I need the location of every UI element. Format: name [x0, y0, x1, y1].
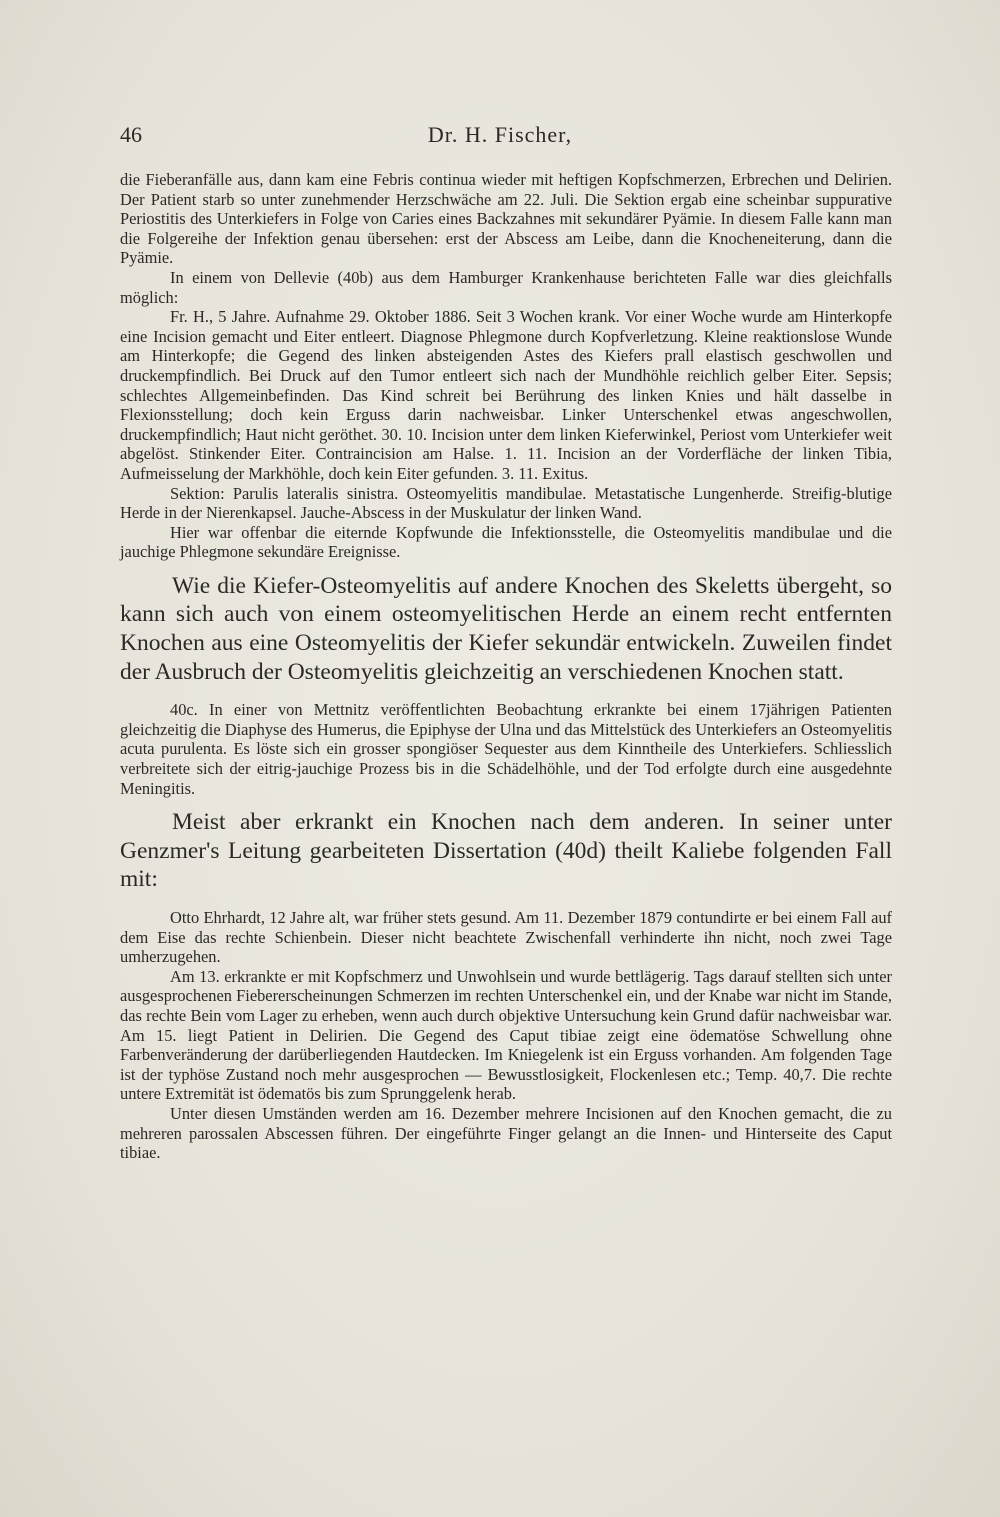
paragraph-main-text-2: Meist aber erkrankt ein Knochen nach dem anderen. In seiner unter Genzmer's Leitung gearbeiteten Dissertation (40d) theilt Kaliebe folgenden Fall mit: — [120, 809, 892, 893]
paragraph-sektion: Sektion: Parulis lateralis sinistra. Osteomyelitis mandibulae. Metastatische Lungenherde. Streifig-blutige Herde in der Nierenkapsel. Jauche-Abscess in der Muskulatur der linken Wand. — [120, 483, 892, 523]
paragraph-case-ehrhardt-incisions: Unter diesen Umständen werden am 16. Dezember mehrere Incisionen auf den Knochen gemacht, die zu mehreren parossalen Abscessen führen. Der eingeführte Finger gelangt an die Innen- und Hinterseite des Caput tibiae. — [120, 1103, 892, 1163]
paragraph-conclusion: Hier war offenbar die eiternde Kopfwunde die Infektionsstelle, die Osteomyelitis mandibulae und die jauchige Phlegmone sekundäre Ereignisse. — [120, 522, 892, 562]
running-title: Dr. H. Fischer, — [427, 122, 573, 147]
paragraph-case-40c: 40c. In einer von Mettnitz veröffentlichten Beobachtung erkrankte bei einem 17jährigen Patienten gleichzeitig die Diaphyse des Humerus, die Epiphyse der Ulna und das Mittelstück des Unterkiefers an Osteomyelitis acuta purulenta. Es löste sich ein grosser spongiöser Sequester aus dem Kinntheile des Unterkiefers. Schliesslich verbreitete sich der eitrig-jauchige Prozess bis in die Schädelhöhle, und der Tod erfolgte durch eine ausgedehnte Meningitis. — [120, 700, 892, 798]
page-number: 46 — [120, 122, 142, 147]
paragraph-case-continuation: die Fieberanfälle aus, dann kam eine Febris continua wieder mit heftigen Kopfschmerzen, Erbrechen und Delirien. Der Patient starb so unter zunehmender Herzschwäche am 22. Juli. Die Sektion ergab eine scheinbar suppurative Periostitis des Unterkiefers in Folge von Caries eines Backzahnes mit sekundärer Pyämie. In diesem Falle kann man die Folgereihe der Infektion genau übersehen: erst der Abscess am Leibe, dann die Knocheneiterung, dann die Pyämie. — [120, 170, 892, 268]
page-header — [120, 122, 880, 156]
paragraph-dellevie-intro: In einem von Dellevie (40b) aus dem Hamburger Krankenhause berichteten Falle war dies gleichfalls möglich: — [120, 267, 892, 307]
paragraph-case-fr-h: Fr. H., 5 Jahre. Aufnahme 29. Oktober 1886. Seit 3 Wochen krank. Vor einer Woche wurde am Hinterkopfe eine Incision gemacht und Eiter entleert. Diagnose Phlegmone durch Kopfverletzung. Kleine reaktionslose Wunde am Hinterkopfe; die Gegend des linken absteigenden Astes des Kiefers prall elastisch geschwollen und druckempfindlich. Bei Druck auf den Tumor entleert sich nach der Mundhöhle reichlich gelber Eiter. Sepsis; schlechtes Allgemeinbefinden. Das Kind schreit bei Berührung des linken Knies und hält dasselbe in Flexionsstellung; doch kein Erguss darin nachweisbar. Linker Unterschenkel etwas angeschwollen, druckempfindlich; Haut nicht geröthet. 30. 10. Incision unter dem linken Kieferwinkel, Periost vom Unterkiefer weit abgelöst. Stinkender Eiter. Contraincision am Halse. 1. 11. Incision an der Vorderfläche der linken Tibia, Aufmeisselung der Markhöhle, doch kein Eiter gefunden. 3. 11. Exitus. — [120, 307, 892, 483]
page-body — [120, 170, 892, 1163]
paragraph-main-text-1: Wie die Kiefer-Osteomyelitis auf andere Knochen des Skeletts übergeht, so kann sich auch von einem osteomyelitischen Herde an einem recht entfernten Knochen aus eine Osteomyelitis der Kiefer sekundär entwickeln. Zuweilen findet der Ausbruch der Osteomyelitis gleichzeitig an verschiedenen Knochen statt. — [120, 572, 892, 685]
paragraph-case-ehrhardt-course: Am 13. erkrankte er mit Kopfschmerz und Unwohlsein und wurde bettlägerig. Tags darauf stellten sich unter ausgesprochenen Fiebererscheinungen Schmerzen im rechten Unterschenkel ein, und der Knabe war nicht im Stande, das rechte Bein vom Lager zu erheben, wenn auch durch objektive Untersuchung kein Grund dafür nachweisbar war. Am 15. liegt Patient in Delirien. Die Gegend des Caput tibiae zeigt eine ödematöse Schwellung ohne Farbenveränderung der darüberliegenden Hautdecken. Im Kniegelenk ist ein Erguss vorhanden. Am folgenden Tage ist der typhöse Zustand noch mehr ausgesprochen — Bewusstlosigkeit, Flockenlesen etc.; Temp. 40,7. Die rechte untere Extremität ist ödematös bis zum Sprunggelenk herab. — [120, 966, 892, 1104]
paragraph-case-ehrhardt: Otto Ehrhardt, 12 Jahre alt, war früher stets gesund. Am 11. Dezember 1879 contundirte er bei einem Fall auf dem Eise das rechte Schienbein. Dieser nicht beachtete Zwischenfall verhinderte ihn nicht, noch zwei Tage umherzugehen. — [120, 908, 892, 967]
